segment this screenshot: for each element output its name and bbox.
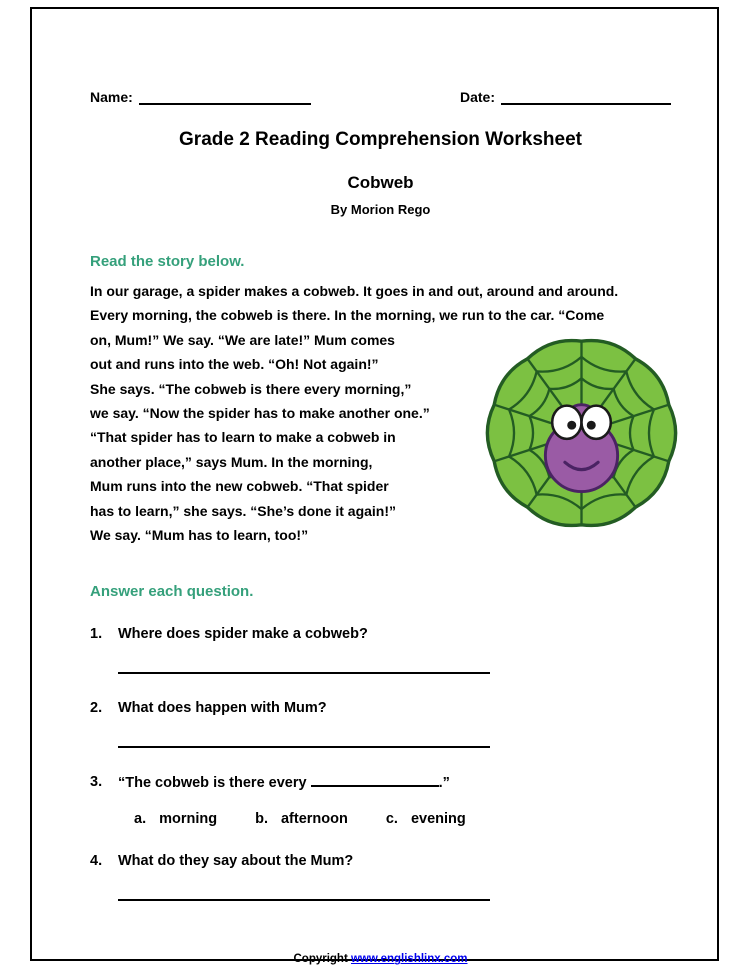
option-a: a. morning (134, 811, 218, 828)
date-blank-line (501, 91, 671, 105)
spider-icon (545, 405, 617, 492)
englishlinx-link[interactable]: www.englishlinx.com (350, 953, 468, 966)
question-2 (90, 700, 671, 716)
story-line: we say. “Now the spider has to make another one.” (90, 405, 430, 422)
question-text: Where does spider make a cobweb? (118, 626, 368, 643)
answer-line (118, 899, 490, 901)
story-line: another place,” says Mum. In the morning, (90, 453, 373, 470)
read-story-heading: Read the story below. (90, 253, 245, 270)
question-4 (90, 853, 671, 869)
question-number: 4. (90, 853, 103, 870)
name-blank-line (139, 91, 311, 105)
story-line: Mum runs into the new cobweb. “That spider (90, 478, 389, 495)
date-label: Date: (459, 89, 495, 105)
story-line: We say. “Mum has to learn, too!” (90, 527, 309, 544)
story-line: Every morning, the cobweb is there. In the morning, we run to the car. “Come (90, 307, 605, 324)
story-line: She says. “The cobweb is there every morning,” (90, 380, 412, 397)
inline-blank-line (311, 774, 439, 787)
copyright-footer (90, 953, 671, 965)
page-title: Grade 2 Reading Comprehension Worksheet (179, 129, 582, 150)
question-number: 2. (90, 700, 103, 717)
questions-section (90, 583, 671, 901)
story-line: In our garage, a spider makes a cobweb. It goes in and out, around and around. (90, 283, 619, 299)
story-line: out and runs into the web. “Oh! Not again!” (90, 356, 379, 373)
question-number: 3. (90, 774, 103, 791)
option-c: c. evening (385, 811, 466, 828)
question-number: 1. (90, 626, 103, 643)
multiple-choice-options (134, 811, 671, 827)
copyright-label: Copyright (293, 953, 351, 966)
story-line: on, Mum!” We say. “We are late!” Mum comes (90, 331, 395, 348)
question-text: What do they say about the Mum? (118, 853, 354, 870)
answer-questions-heading: Answer each question. (90, 583, 254, 601)
name-date-row (90, 89, 671, 105)
story-title: Cobweb (347, 173, 414, 192)
story-line: “That spider has to learn to make a cobweb in (90, 429, 396, 446)
answer-line (118, 672, 490, 674)
answer-line (118, 746, 490, 748)
question-text: “The cobweb is there every .” (118, 775, 450, 792)
spider-web-image (478, 326, 685, 540)
question-text: What does happen with Mum? (118, 700, 327, 717)
author-byline: By Morion Rego (330, 202, 431, 217)
option-b: b. afternoon (255, 811, 348, 828)
name-label: Name: (90, 89, 133, 105)
question-3 (90, 774, 671, 791)
question-1 (90, 626, 671, 642)
story-line: has to learn,” she says. “She’s done it again!” (90, 502, 397, 519)
